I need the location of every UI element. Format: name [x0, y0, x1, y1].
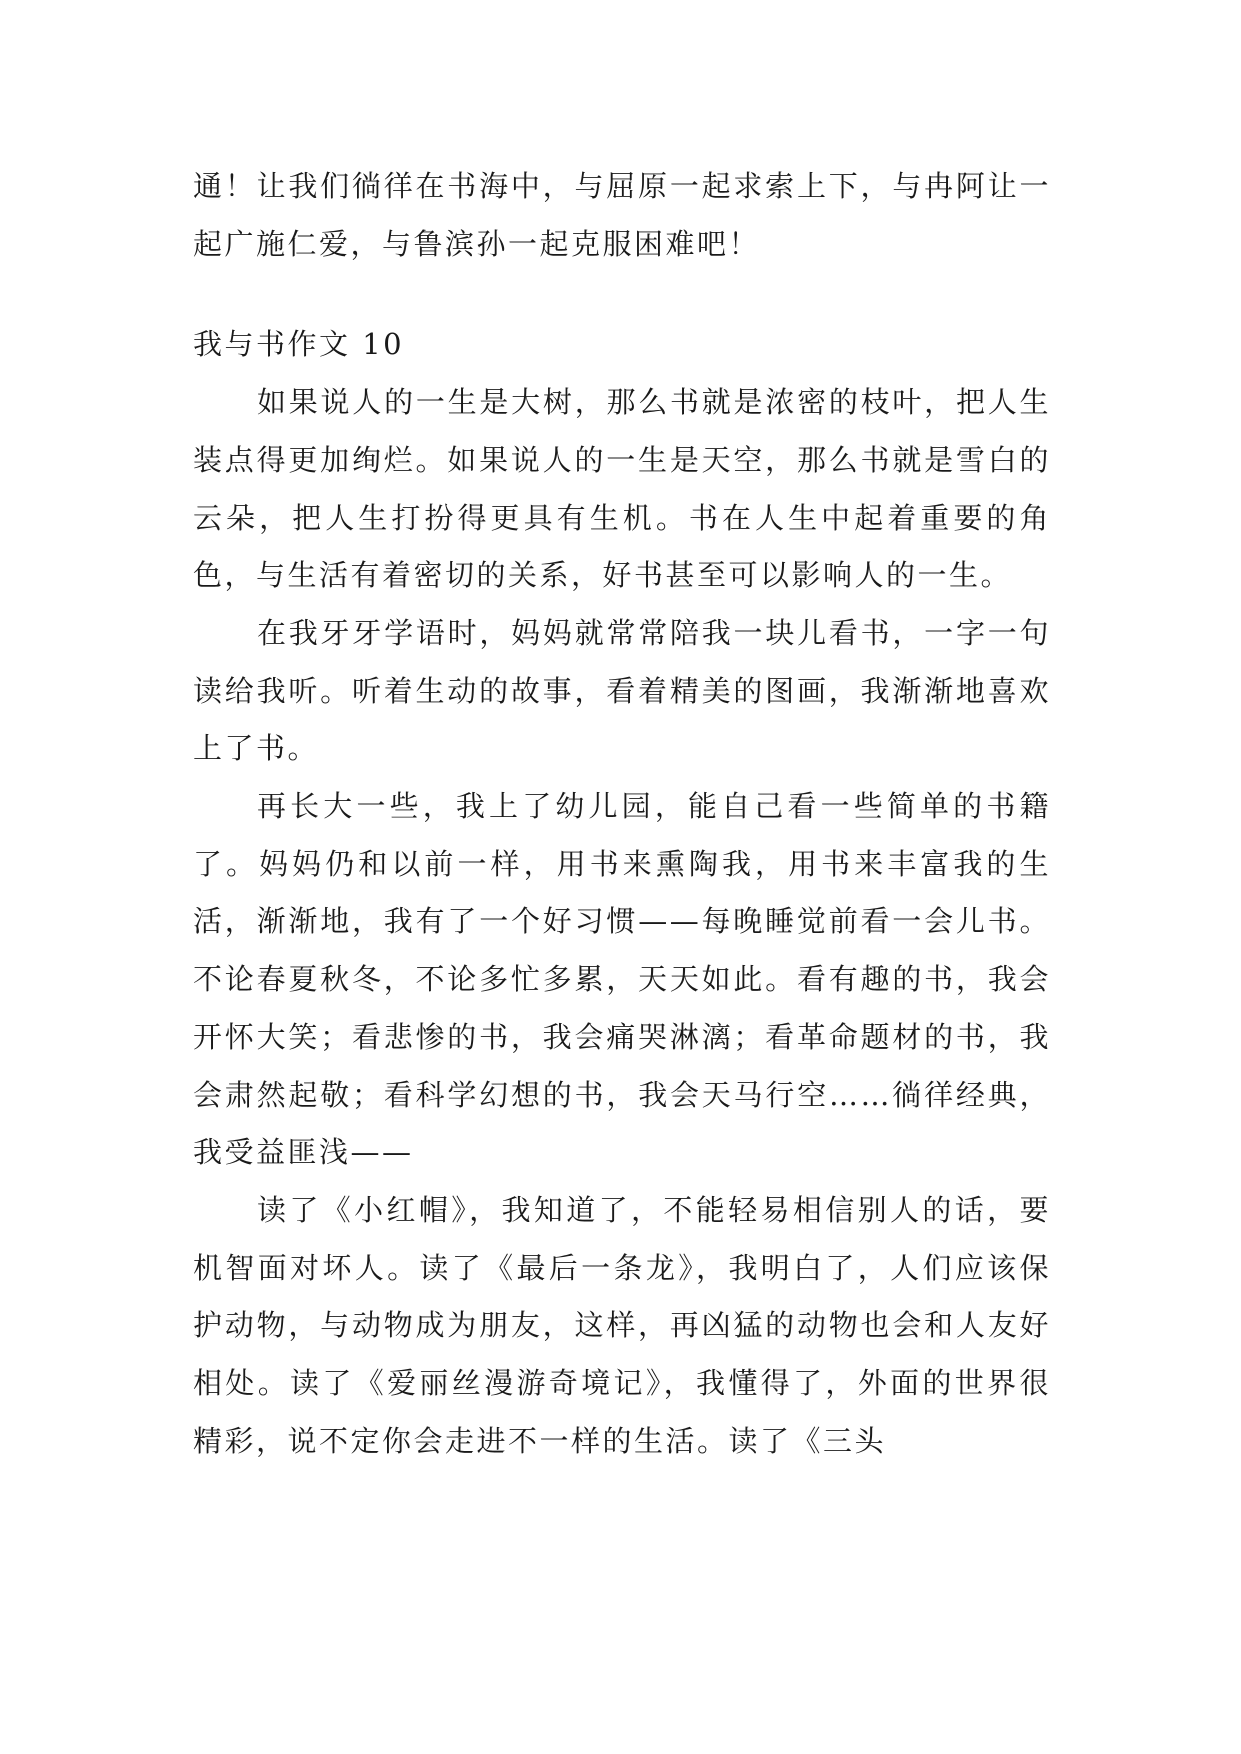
body-paragraph: 如果说人的一生是大树，那么书就是浓密的枝叶，把人生装点得更加绚烂。如果说人的一生是天空，那么书就是雪白的云朵，把人生打扮得更具有生机。书在人生中起着重要的角色，与生活有着密切的关系，好书甚至可以影响人的一生。: [193, 385, 1051, 593]
body-paragraph: 在我牙牙学语时，妈妈就常常陪我一块儿看书，一字一句读给我听。听着生动的故事，看着精美的图画，我渐渐地喜欢上了书。: [193, 615, 1051, 766]
body-paragraph: 再长大一些，我上了幼儿园，能自己看一些简单的书籍了。妈妈仍和以前一样，用书来熏陶我，用书来丰富我的生活，渐渐地，我有了一个好习惯——每晚睡觉前看一会儿书。不论春夏秋冬，不论多忙多累，天天如此。看有趣的书，我会开怀大笑；看悲惨的书，我会痛哭淋漓；看革命题材的书，我会肃然起敬；看科学幻想的书，我会天马行空……徜徉经典，我受益匪浅——: [193, 789, 1051, 1170]
section-gap: [193, 273, 1051, 316]
body-paragraph: 读了《小红帽》，我知道了，不能轻易相信别人的话，要机智面对坏人。读了《最后一条龙》，我明白了，人们应该保护动物，与动物成为朋友，这样，再凶猛的动物也会和人友好相处。读了《爱丽丝漫游奇境记》，我懂得了，外面的世界很精彩，说不定你会走进不一样的生活。读了《三头: [193, 1192, 1051, 1458]
continuation-paragraph: 通！让我们徜徉在书海中，与屈原一起求索上下，与冉阿让一起广施仁爱，与鲁滨孙一起克服困难吧！: [193, 169, 1051, 261]
section-title: 我与书作文 10: [193, 327, 405, 362]
document-body: [193, 158, 1051, 1470]
